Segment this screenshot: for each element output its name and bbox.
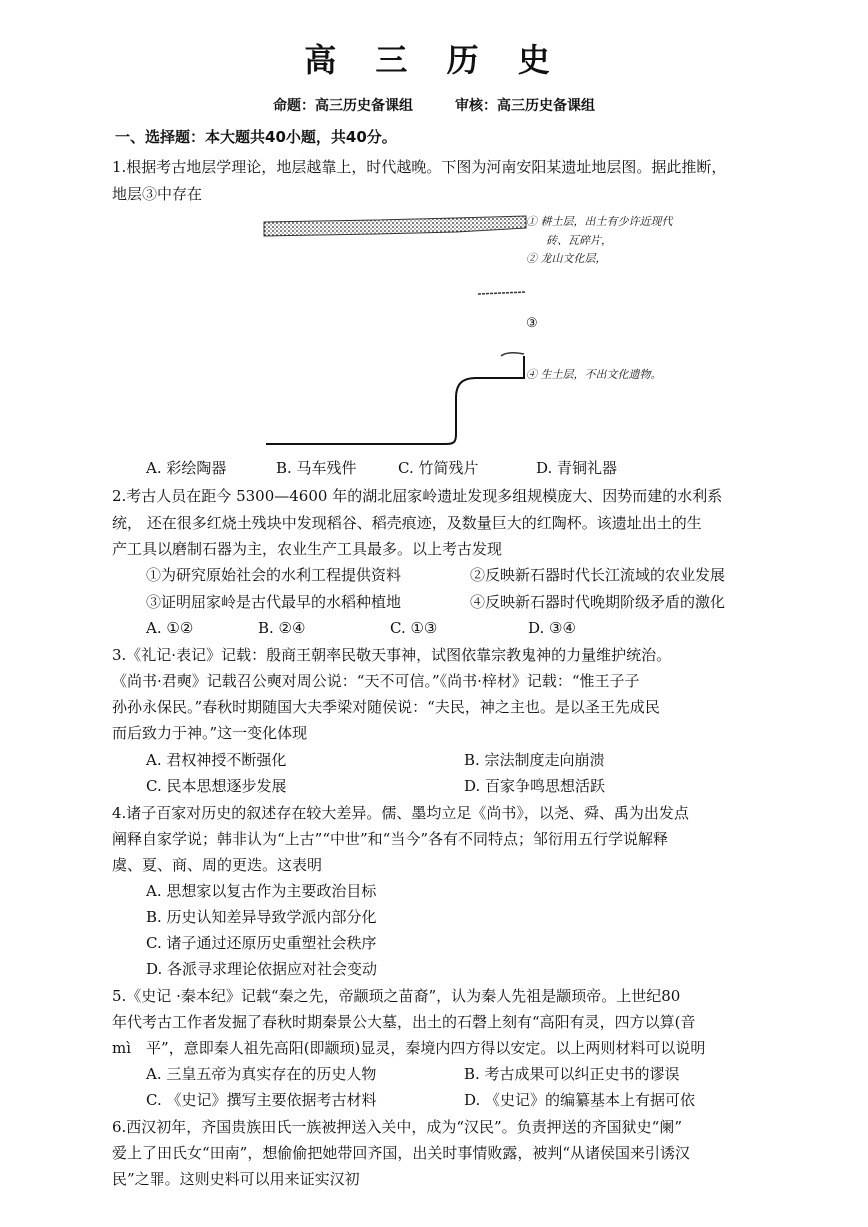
q3-stem-line4: 而后致力于神。”这一变化体现 [112, 724, 308, 742]
q3-option-b: B. 宗法制度走向崩溃 [464, 751, 605, 769]
fig-label-4: ④ 生土层，不出文化遗物。 [526, 368, 662, 381]
layer-3-boundary [501, 353, 524, 356]
q1-option-a: A. 彩绘陶器 [146, 459, 227, 477]
q2-stem-line1: 2.考古人员在距今 5300—4600 年的湖北屈家岭遗址发现多组规模庞大、因势而建的水利系 [112, 487, 723, 505]
q4-stem-line3: 虞、夏、商、周的更迭。这表明 [112, 856, 323, 874]
reviewer-text: 审核：高三历史备课组 [455, 98, 595, 114]
q6-stem-line2: 爱上了田氏女“田南”，想偷偷把她带回齐国，出关时事情败露，被判“从诸侯国来引诱汉 [112, 1144, 691, 1162]
q2-statement-4: ④反映新石器时代晚期阶级矛盾的激化 [470, 593, 726, 611]
q3-option-d: D. 百家争鸣思想活跃 [464, 777, 606, 795]
q5-option-c: C. 《史记》撰写主要依据考古材料 [146, 1091, 377, 1109]
layer-1-band [264, 216, 526, 236]
author-text: 命题：高三历史备课组 [273, 98, 413, 114]
q3-option-a: A. 君权神授不断强化 [146, 751, 287, 769]
q6-stem-line1: 6.西汉初年，齐国贵族田氏一族被押送入关中，成为“汉民”。负责押送的齐国狱史“阑” [112, 1118, 682, 1136]
q5-option-b: B. 考古成果可以纠正史书的谬误 [464, 1065, 680, 1083]
q3-stem-line3: 孙孙永保民。”春秋时期随国大夫季梁对随侯说：“夫民，神之主也。是以圣王先成民 [112, 698, 660, 716]
q2-option-c: C. ①③ [390, 619, 438, 637]
section-heading: 一、选择题：本大题共40小题，共40分。 [115, 128, 397, 146]
q1-option-c: C. 竹简残片 [398, 459, 479, 477]
q4-option-c: C. 诸子通过还原历史重塑社会秩序 [146, 934, 377, 952]
q5-stem-line2: 年代考古工作者发掘了春秋时期秦景公大墓，出土的石磬上刻有“高阳有灵，四方以算(音 [112, 1013, 696, 1031]
q5-stem-line1: 5.《史记 ·秦本纪》记载“秦之先，帝颛顼之苗裔”，认为秦人先祖是颛顼帝。上世纪80 [112, 987, 681, 1005]
fig-label-1a: ① 耕土层，出土有少许近现代 [526, 215, 673, 228]
q2-stem-line3: 产工具以磨制石器为主，农业生产工具最多。以上考古发现 [112, 540, 503, 558]
q4-stem-line1: 4.诸子百家对历史的叙述存在较大差异。儒、墨均立足《尚书》，以尧、舜、禹为出发点 [112, 804, 689, 822]
q1-stem-line1: 1.根据考古地层学理论，地层越靠上，时代越晚。下图为河南安阳某遗址地层图。据此推断， [112, 158, 727, 176]
fig-label-3: ③ [526, 316, 538, 331]
q2-statement-2: ②反映新石器时代长江流域的农业发展 [470, 566, 726, 584]
q3-option-c: C. 民本思想逐步发展 [146, 777, 287, 795]
fig-label-2: ② 龙山文化层， [526, 252, 607, 265]
q4-stem-line2: 阐释自家学说；韩非认为“上古”“中世”和“当今”各有不同特点；邹衍用五行学说解释 [112, 830, 669, 848]
q2-option-b: B. ②④ [258, 619, 306, 637]
q4-option-a: A. 思想家以复古作为主要政治目标 [146, 882, 377, 900]
q3-stem-line2: 《尚书·君奭》记载召公奭对周公说：“天不可信。”《尚书·梓材》记载：“惟王子子 [112, 672, 640, 690]
q1-option-b: B. 马车残件 [276, 459, 357, 477]
q3-stem-line1: 3.《礼记·表记》记载：殷商王朝率民敬天事神，试图依靠宗教鬼神的力量维护统治。 [112, 646, 672, 664]
q4-option-b: B. 历史认知差异导致学派内部分化 [146, 908, 377, 926]
q2-statement-1: ①为研究原始社会的水利工程提供资料 [146, 566, 402, 584]
q4-option-d: D. 各派寻求理论依据应对社会变动 [146, 960, 378, 978]
author-line [0, 96, 868, 116]
stratigraphy-figure [256, 206, 536, 451]
q2-statement-3: ③证明屈家岭是古代最早的水稻种植地 [146, 593, 402, 611]
pit-outline [266, 356, 524, 444]
q5-option-d: D. 《史记》的编纂基本上有据可依 [464, 1091, 696, 1109]
layer-2-boundary [478, 292, 526, 294]
q2-stem-line2: 统， 还在很多红烧土残块中发现稻谷、稻壳痕迹，及数量巨大的红陶杯。该遗址出土的生 [112, 514, 702, 532]
q2-option-d: D. ③④ [528, 619, 576, 637]
q5-option-a: A. 三皇五帝为真实存在的历史人物 [146, 1065, 377, 1083]
q2-option-a: A. ①② [146, 619, 194, 637]
q5-stem-line3: mì 平”，意即秦人祖先高阳(即颛顼)显灵，秦境内四方得以安定。以上两则材料可以说明 [112, 1039, 706, 1057]
fig-label-1b: 砖、瓦碎片， [546, 234, 612, 247]
q1-option-d: D. 青铜礼器 [536, 459, 618, 477]
q1-stem-line2: 地层③中存在 [112, 185, 203, 203]
q6-stem-line3: 民”之罪。这则史料可以用来证实汉初 [112, 1170, 360, 1188]
page-title: 高 三 历 史 [304, 41, 564, 79]
